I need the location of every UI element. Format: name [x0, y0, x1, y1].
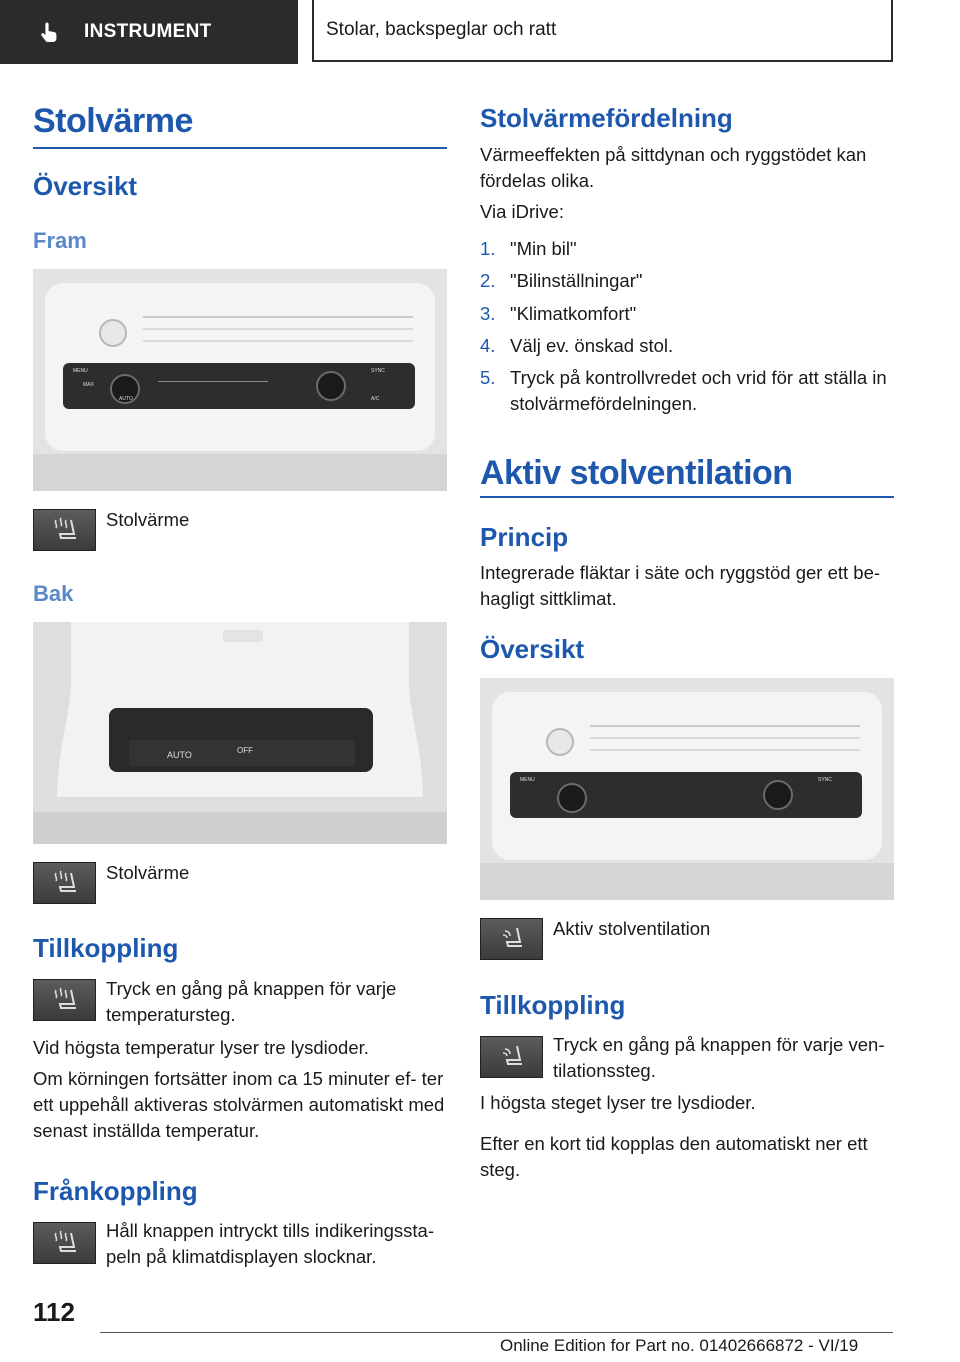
ventilation-caption: Aktiv stolventilation: [553, 918, 711, 939]
footer-rule: [100, 1332, 893, 1333]
edition-text: Online Edition for Part no. 01402666872 - VI/19: [500, 1336, 859, 1355]
ventilation-title: Aktiv stolventilation: [480, 454, 894, 498]
ventilation-panel-photo: [480, 678, 894, 900]
pointing-hand-icon: [38, 20, 62, 44]
front-heading: Fram: [33, 228, 87, 253]
seat-ventilation-icon: [480, 918, 543, 960]
overview-heading: Översikt: [33, 171, 138, 201]
vent-on-paragraph-1: I högsta steget lyser tre lysdioder.: [480, 1092, 756, 1113]
page-title: Stolvärme: [33, 102, 447, 149]
on-paragraph-1: Vid högsta temperatur lyser tre lysdioder.: [33, 1037, 369, 1058]
rear-climate-panel-photo: [33, 622, 447, 844]
page-number: 112: [33, 1297, 75, 1327]
seat-heating-icon: [33, 509, 96, 551]
vent-on-paragraph-2: Efter en kort tid kopplas den automatiskt ner ett steg.: [480, 1133, 868, 1180]
seat-heating-icon: [33, 979, 96, 1021]
front-caption: Stolvärme: [106, 509, 190, 530]
principle-text: Integrerade fläktar i säte och ryggstöd ger ett be- hagligt sittklimat.: [480, 562, 881, 609]
vent-on-icon-text: Tryck en gång på knappen för varje ven- tilationssteg.: [553, 1034, 885, 1081]
rear-off-label: OFF: [237, 746, 253, 755]
front-climate-panel-photo: [33, 269, 447, 491]
rear-caption: Stolvärme: [106, 862, 190, 883]
section-tab: [0, 0, 298, 64]
seat-heating-icon: [33, 1222, 96, 1264]
via-idrive-text: Via iDrive:: [480, 201, 564, 222]
rear-auto-label: AUTO: [167, 750, 192, 760]
principle-heading: Princip: [480, 522, 569, 552]
chapter-title: [312, 0, 893, 62]
panel-menu-label: MENU: [73, 368, 88, 374]
on-heading: Tillkoppling: [33, 933, 179, 963]
panel-auto-label: AUTO: [119, 396, 133, 402]
off-heading: Frånkoppling: [33, 1176, 198, 1206]
panel-max-label: MAX: [83, 382, 94, 388]
vent-on-heading: Tillkoppling: [480, 990, 626, 1020]
rear-heading: Bak: [33, 581, 74, 606]
vent-sync-label: SYNC: [818, 777, 832, 783]
distribution-paragraph: Värmeeffekten på sittdynan och ryggstödet kan fördelas olika.: [480, 144, 867, 191]
distribution-heading: Stolvärmefördelning: [480, 103, 733, 133]
seat-heating-icon: [33, 862, 96, 904]
vent-menu-label: MENU: [520, 777, 535, 783]
chapter-title-text: Stolar, backspeglar och ratt: [326, 19, 557, 40]
on-paragraph-2: Om körningen fortsätter inom ca 15 minuter ef- ter ett uppehåll aktiveras stolvärmen automatiskt med senast inställda temperatur.: [33, 1068, 445, 1141]
overview-heading-right: Översikt: [480, 634, 585, 664]
off-icon-text: Håll knappen intryckt tills indikeringssta- peln på klimatdisplayen slocknar.: [106, 1220, 434, 1267]
panel-sync-label: SYNC: [371, 368, 385, 374]
on-icon-text: Tryck en gång på knappen för varje temperatursteg.: [106, 978, 397, 1025]
panel-ac-label: A/C: [371, 396, 380, 402]
section-tab-label: INSTRUMENT: [84, 21, 212, 42]
seat-ventilation-icon: [480, 1036, 543, 1078]
